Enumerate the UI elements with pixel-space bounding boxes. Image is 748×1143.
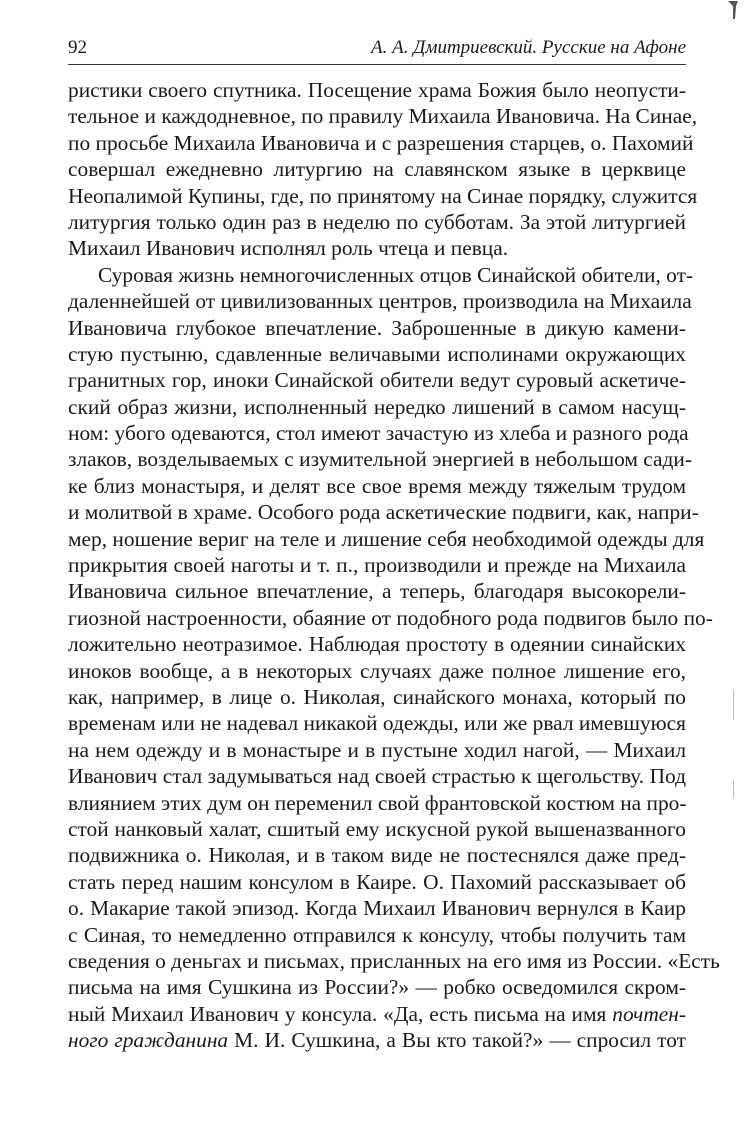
text-line: гранитных гор, иноки Синайской обители ведут суровый аскетиче- [68,368,686,393]
text-line: с Синая, то немедленно отправился к консулу, чтобы получить там [68,922,686,947]
scan-margin-mark [733,780,734,798]
italic-segment: почтен- [612,1001,686,1026]
text-line: прикрытия своей наготы и т. п., производили и прежде на Михаила [68,553,686,578]
text-line: тельное и каждодневное, по правилу Михаила Ивановича. На Синае, [68,104,698,129]
text-line: Ивановича сильное впечатление, а теперь, благодаря высокорели- [68,579,686,604]
text-segment: М. И. Сушкина, а Вы кто такой?» — спросил тот [228,1028,686,1053]
text-line: подвижника о. Николая, и в таком виде не постеснялся даже пред- [68,843,686,868]
page-number: 92 [68,37,87,58]
text-line: как, например, в лице о. Николая, синайского монаха, который по [68,684,686,709]
text-line: стать перед нашим консулом в Каире. О. Пахомий рассказывает об [68,869,686,894]
text-line: ке близ монастыря, и делят все свое время между тяжелым трудом [68,473,686,498]
text-line: даленнейшей от цивилизованных центров, производила на Михаила [68,289,692,314]
text-line: стой нанковый халат, сшитый ему искусной рукой вышеназванного [68,816,686,841]
text-line: по просьбе Михаила Ивановича и с разрешения старцев, о. Пахомий [68,130,694,155]
scan-corner-mark [726,0,740,20]
italic-segment: ного гражданина [68,1028,229,1053]
paragraph-start-line: Суровая жизнь немногочисленных отцов Синайской обители, от- [98,262,694,287]
body-text [68,77,720,1053]
header-rule [68,64,686,65]
text-line: злаков, возделываемых с изумительной энергией в небольшом сади- [68,447,692,472]
text-line: временам или не надевал никакой одежды, или же рвал имевшуюся [68,711,686,736]
scan-margin-mark [733,690,734,720]
text-line: гиозной настроенности, обаяние от подобного рода подвигов было по- [68,605,713,630]
text-line: мер, ношение вериг на теле и лишение себя необходимой одежды для [68,526,705,551]
text-line: Михаил Иванович исполнял роль чтеца и певца. [68,236,509,261]
text-line: письма на имя Сушкина из России?» — робко осведомился скром- [68,975,686,1000]
text-line: совершал ежедневно литургию на славянском языке в церквице [68,157,686,182]
text-line: иноков вообще, а в некоторых случаях даже полное лишение его, [68,658,686,683]
text-line: литургия только один раз в неделю по субботам. За этой литургией [68,209,686,234]
running-head [68,36,686,60]
text-line: влиянием этих дум он переменил свой франтовской костюм на про- [68,790,687,815]
text-line: Ивановича глубокое впечатление. Заброшенные в дикую камени- [68,315,686,340]
text-line: Неопалимой Купины, где, по принятому на Синае порядку, служится [68,183,698,208]
text-line-mixed [68,1001,686,1027]
text-line: на нем одежду и в монастыре и в пустыне ходил нагой, — Михаил [68,737,686,762]
text-line: Иванович стал задумываться над своей страстью к щегольству. Под [68,764,686,789]
text-line: о. Макарие такой эпизод. Когда Михаил Иванович вернулся в Каир [68,896,686,921]
text-line: ном: убого одеваются, стол имеют зачастую из хлеба и разного рода [68,421,689,446]
text-line: ский образ жизни, исполненный нередко лишений в самом насущ- [68,394,686,419]
text-line: ложительно неотразимое. Наблюдая простоту в одеянии синайских [68,632,686,657]
text-line: стую пустыню, сдавленные величавыми исполинами окружающих [68,341,686,366]
text-line-mixed [68,1027,686,1053]
running-title: А. А. Дмитриевский. Русские на Афоне [371,37,686,58]
text-line: ристики своего спутника. Посещение храма Божия было неопусти- [68,78,686,102]
text-line: и молитвой в храме. Особого рода аскетические подвиги, как, напри- [68,500,699,525]
text-segment: ный Михаил Иванович у консула. «Да, есть письма на имя [68,1001,613,1026]
text-line: сведения о деньгах и письмах, присланных на его имя из России. «Есть [68,948,720,973]
